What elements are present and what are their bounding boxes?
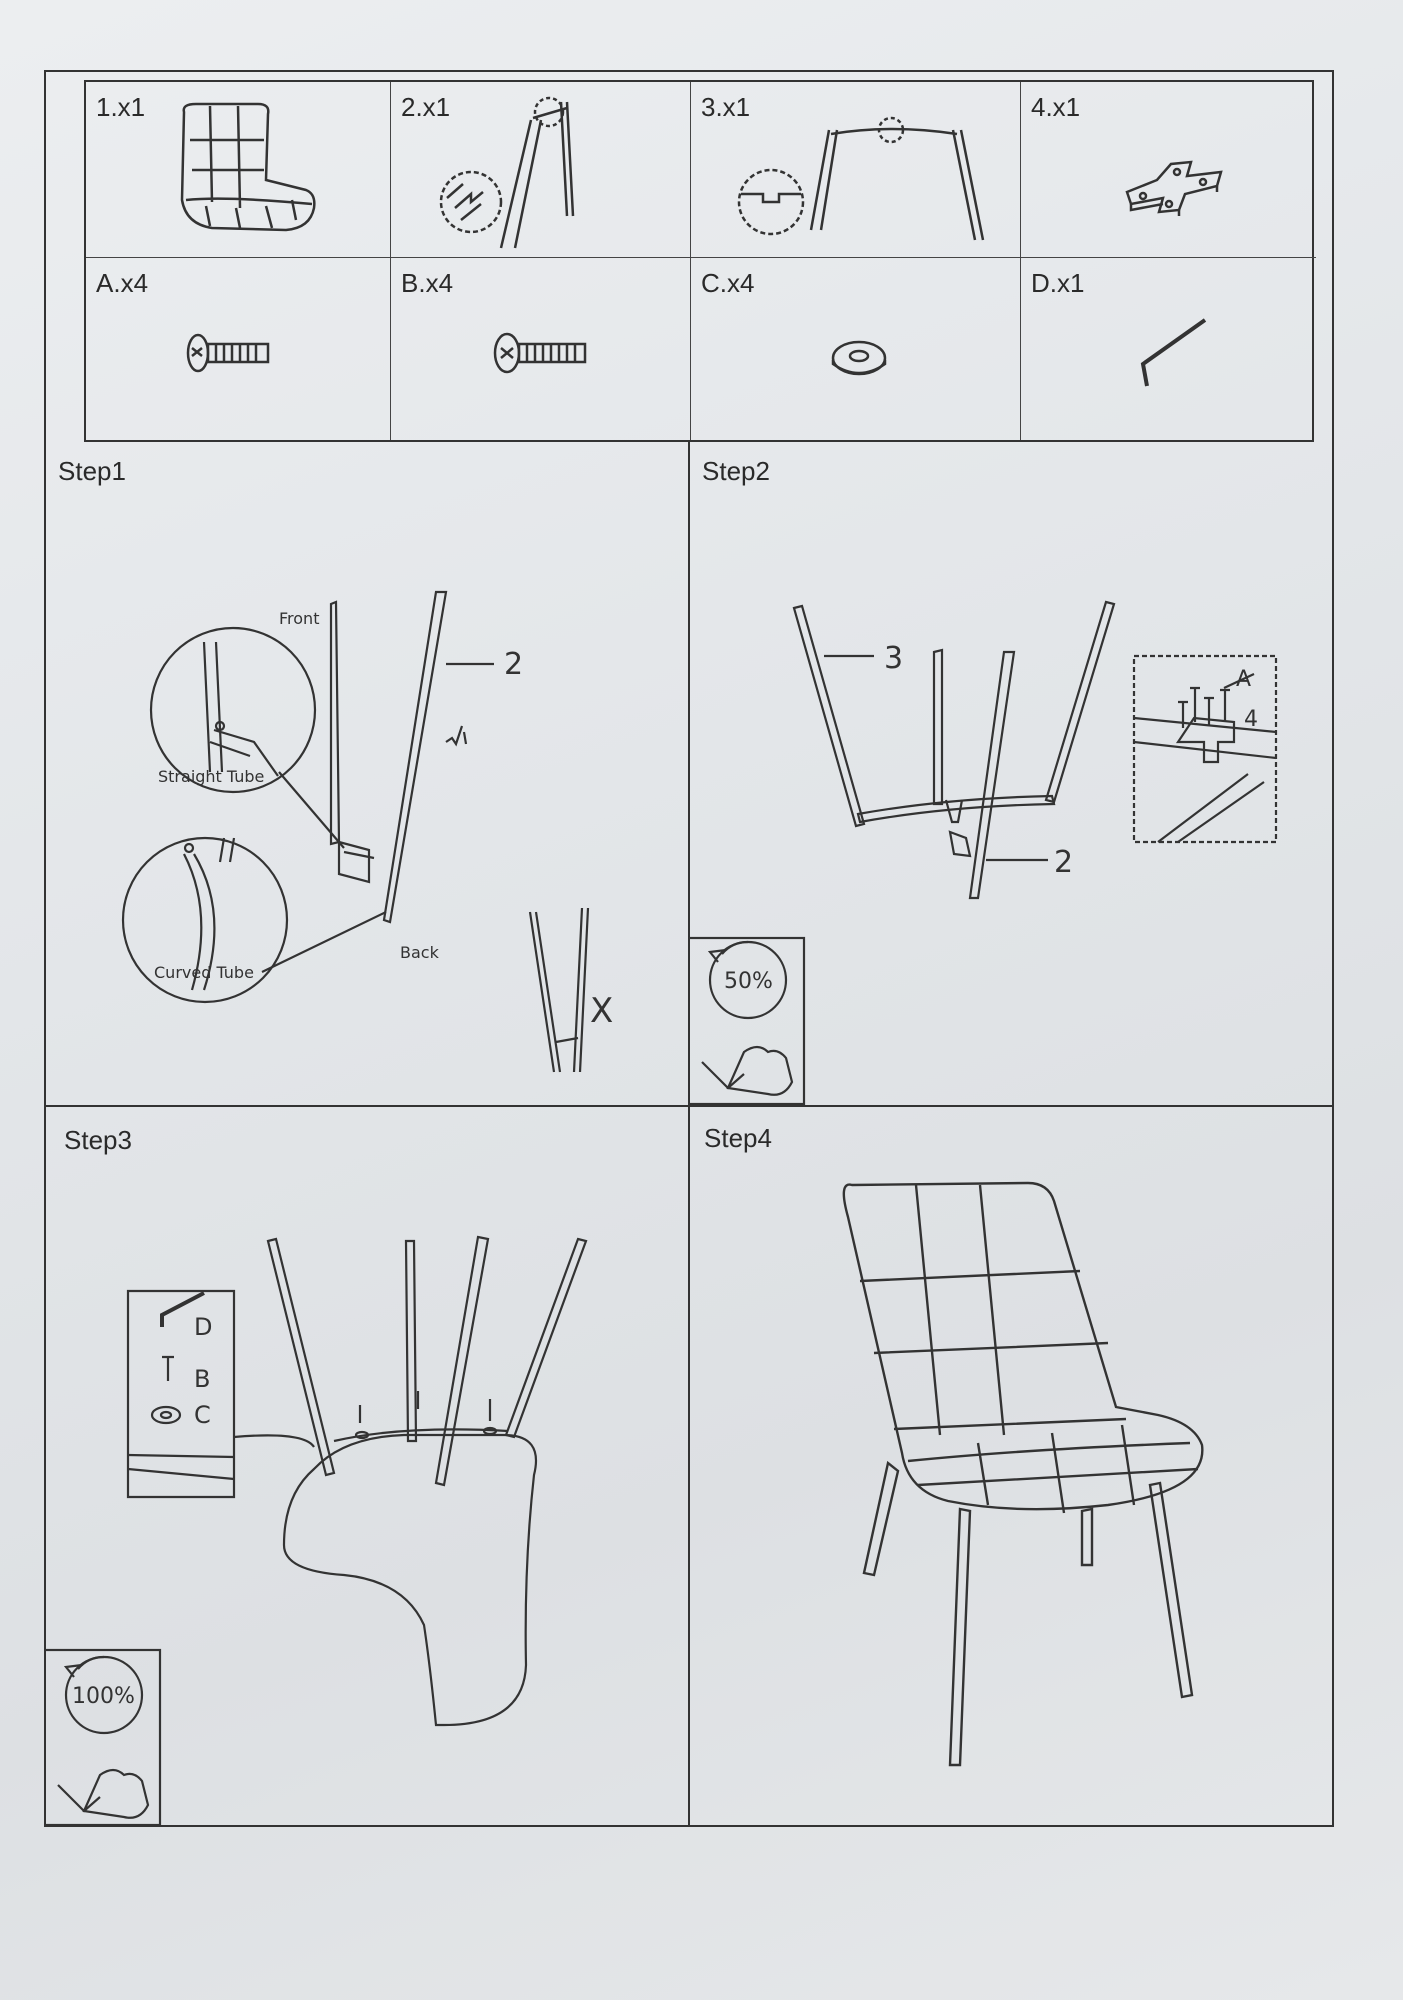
step3-b-label: B — [194, 1365, 211, 1393]
leg-frame-icon — [411, 90, 611, 250]
step-title: Step3 — [64, 1125, 132, 1155]
step-3-illustration — [44, 1105, 688, 1825]
straight-tube-label: Straight Tube — [158, 767, 265, 786]
part-label: B.x4 — [401, 268, 454, 298]
leg-frame-curved-icon — [731, 90, 991, 250]
assembled-chair-illustration — [688, 1105, 1334, 1825]
allen-key-icon — [1125, 312, 1215, 392]
washer-icon — [825, 334, 895, 384]
step3-c-label: C — [194, 1401, 211, 1429]
step1-front-label: Front — [279, 609, 320, 628]
tighten-50-label: 50% — [724, 969, 773, 994]
step-title: Step4 — [704, 1123, 772, 1153]
step2-a-label: A — [1236, 667, 1252, 692]
step-title: Step1 — [58, 456, 126, 486]
part-cell-1 — [86, 82, 391, 258]
part-cell-a — [86, 258, 391, 440]
step2-part3-label: 3 — [884, 641, 904, 676]
step-1-illustration — [44, 442, 688, 1105]
part-label: 3.x1 — [701, 92, 751, 122]
part-label: C.x4 — [701, 268, 755, 298]
step2-4-label: 4 — [1244, 707, 1258, 732]
step1-part-label: 2 — [504, 647, 524, 682]
step-4-panel — [688, 1105, 1334, 1825]
step-2-illustration — [688, 442, 1334, 1105]
part-label: A.x4 — [96, 268, 149, 298]
step-1-panel — [44, 442, 688, 1105]
part-cell-4 — [1021, 82, 1316, 258]
part-label: 1.x1 — [96, 92, 146, 122]
step-title: Step2 — [702, 456, 770, 486]
mounting-plate-icon — [1121, 152, 1231, 222]
tighten-100-label: 100% — [72, 1684, 135, 1709]
part-cell-3 — [691, 82, 1021, 258]
long-bolt-icon — [491, 328, 591, 378]
part-cell-2 — [391, 82, 691, 258]
step3-d-label: D — [194, 1313, 213, 1341]
part-cell-b — [391, 258, 691, 440]
part-label: 2.x1 — [401, 92, 451, 122]
short-bolt-icon — [184, 328, 274, 378]
seat-icon — [166, 100, 326, 240]
part-label: 4.x1 — [1031, 92, 1081, 122]
step-3-panel — [44, 1105, 688, 1825]
step-2-panel — [688, 442, 1334, 1105]
back-label: Back — [400, 943, 439, 962]
part-cell-c — [691, 258, 1021, 440]
part-cell-d — [1021, 258, 1316, 440]
part-label: D.x1 — [1031, 268, 1085, 298]
parts-table — [84, 80, 1314, 442]
wrong-mark: X — [590, 991, 614, 1031]
curved-tube-label: Curved Tube — [154, 963, 254, 982]
step2-part2-label: 2 — [1054, 845, 1074, 880]
